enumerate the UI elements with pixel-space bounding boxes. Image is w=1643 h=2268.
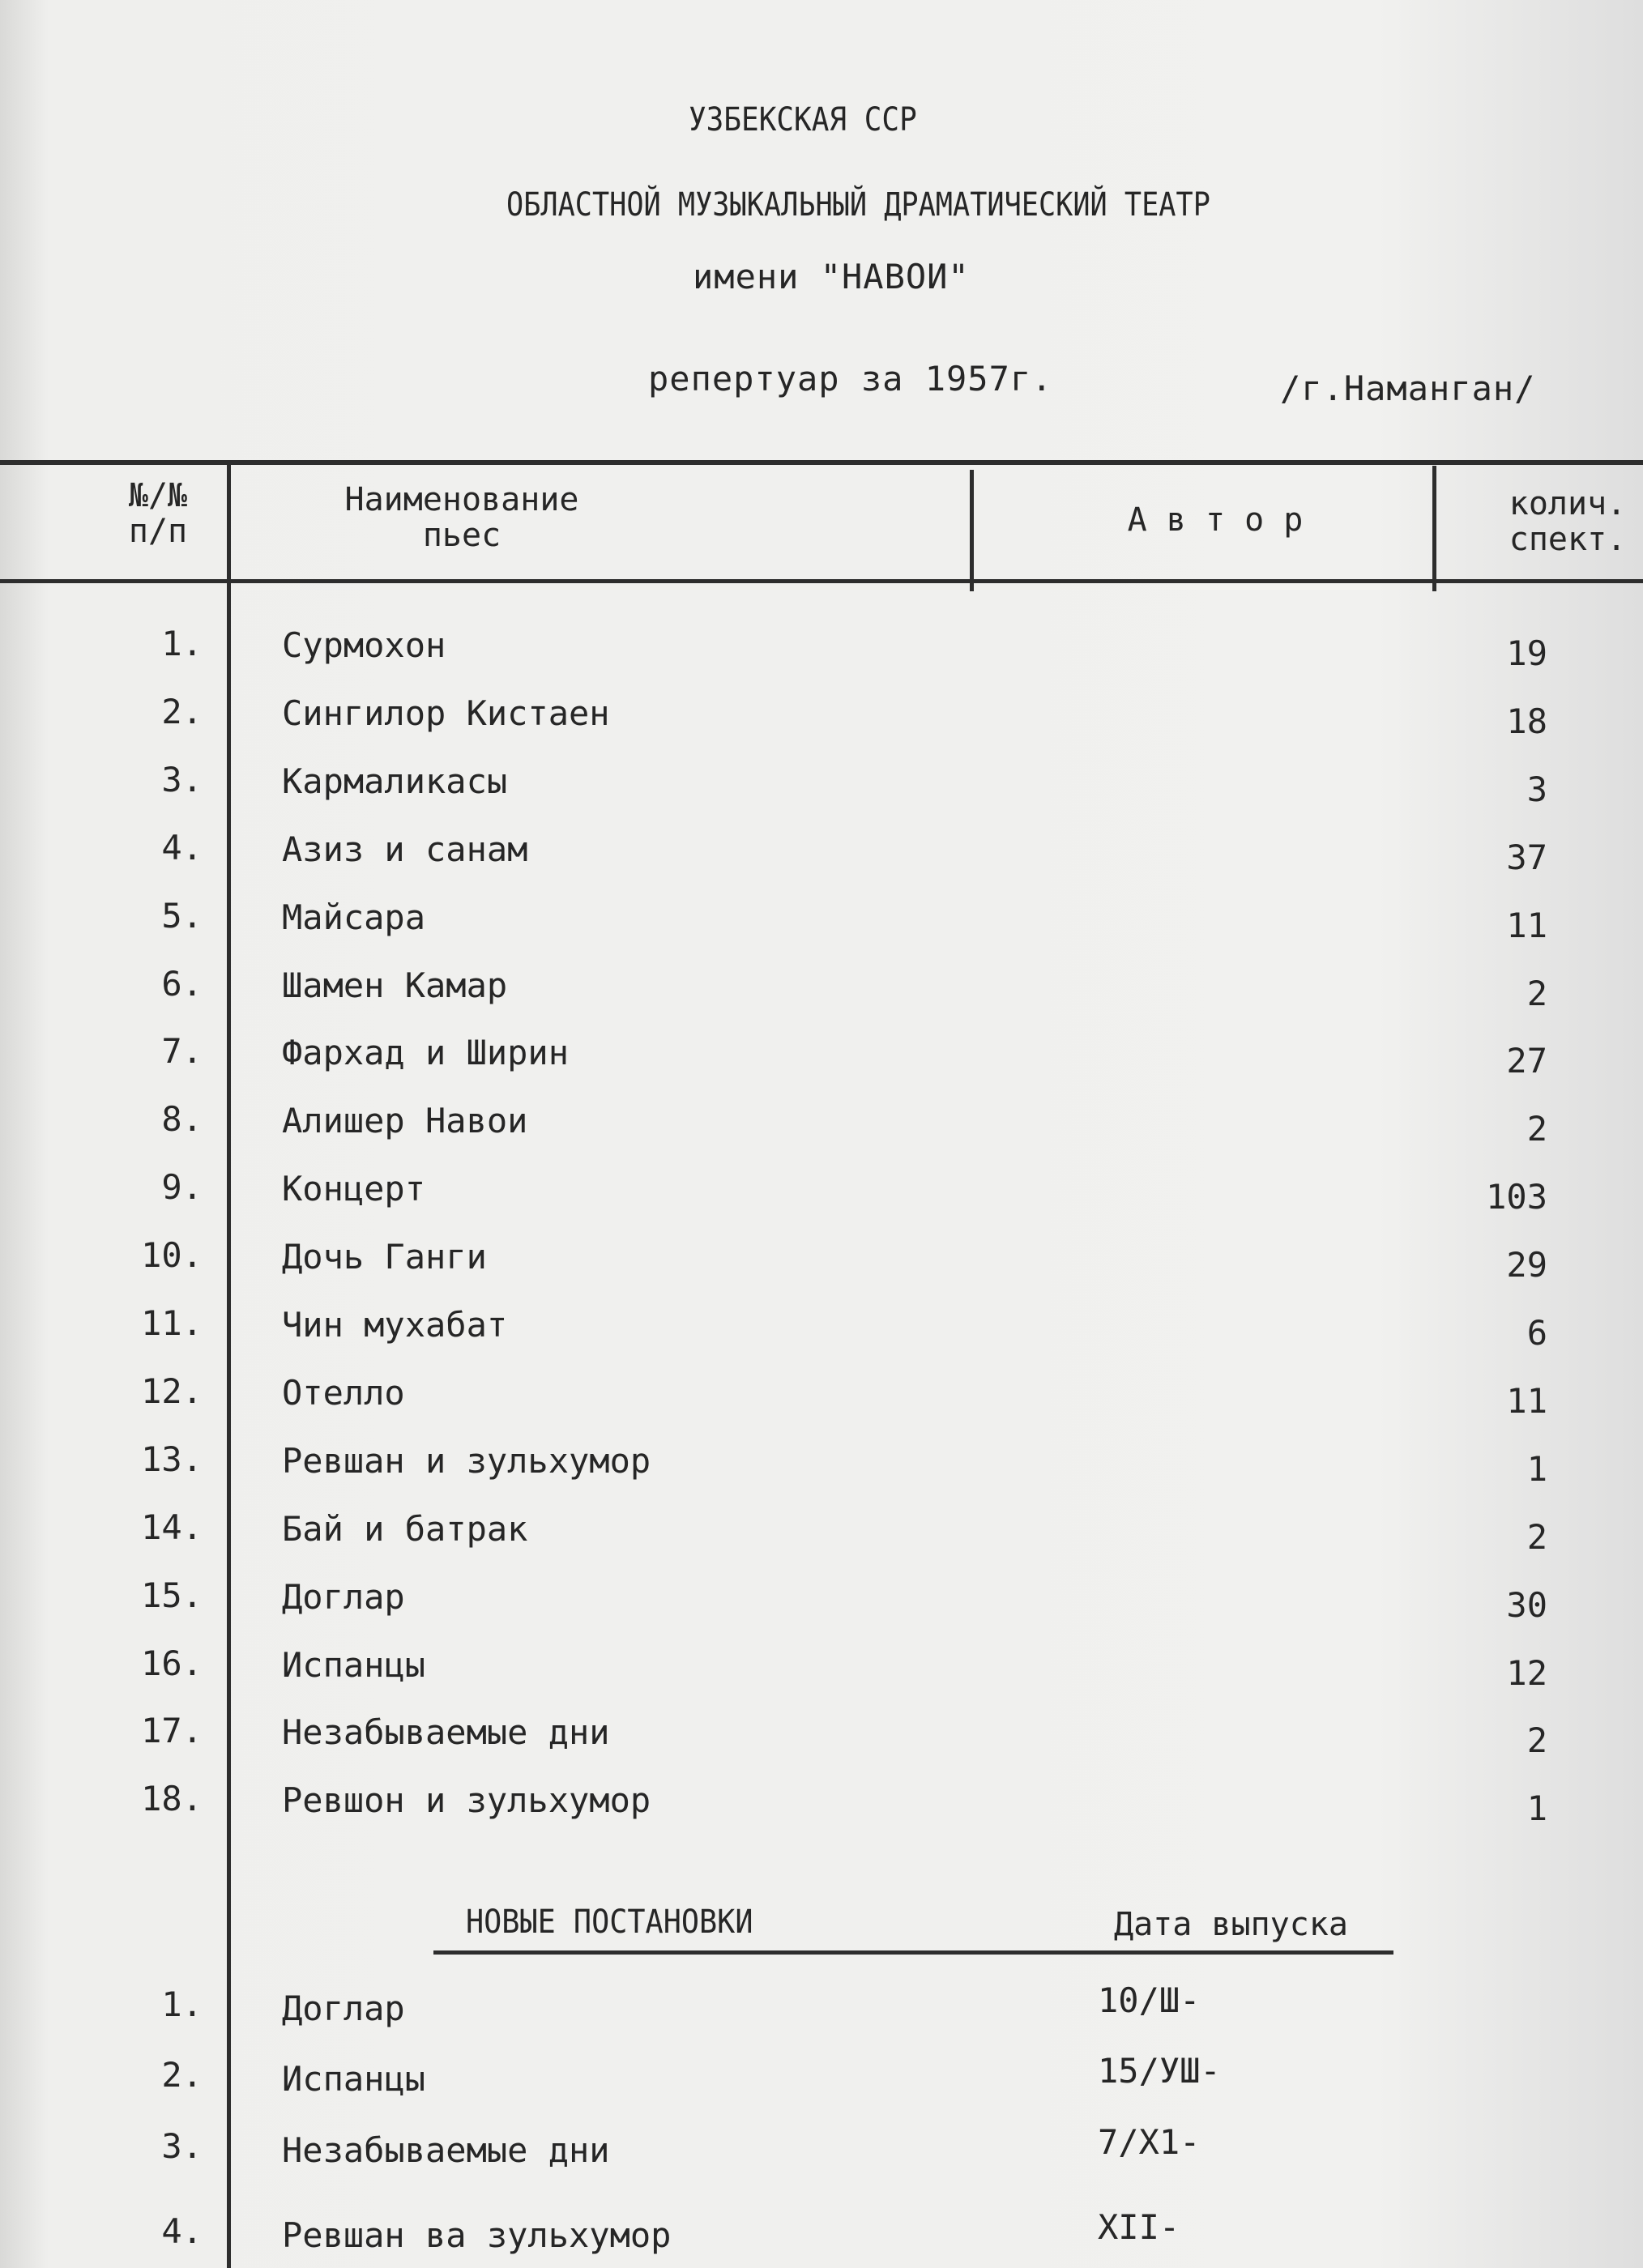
release-date-header: Дата выпуска — [1114, 1906, 1348, 1943]
play-title: Чин мухабат — [282, 1305, 508, 1345]
table-header-rule — [0, 579, 1643, 583]
performance-count: 27 — [1506, 1041, 1547, 1081]
play-title: Концерт — [282, 1169, 426, 1209]
play-title: Доглар — [282, 1577, 405, 1617]
performance-count: 103 — [1486, 1177, 1547, 1217]
performance-count: 18 — [1506, 701, 1547, 741]
play-title: Дочь Ганги — [282, 1237, 487, 1277]
new-row-number: 1. — [161, 1985, 203, 2024]
new-productions-title: НОВЫЕ ПОСТАНОВКИ — [466, 1904, 753, 1941]
city-label: /г.Наманган/ — [1280, 369, 1536, 408]
performance-count: 2 — [1526, 1720, 1547, 1760]
row-number: 6. — [161, 964, 203, 1004]
performance-count: 3 — [1526, 770, 1547, 809]
row-number: 17. — [141, 1711, 203, 1750]
column-divider-author-left — [970, 470, 974, 591]
row-number: 2. — [161, 692, 203, 731]
play-title: Сингилор Кистаен — [282, 693, 610, 733]
play-title: Незабываемые дни — [282, 1712, 610, 1752]
performance-count: 1 — [1526, 1449, 1547, 1489]
release-date: 10/Ш- — [1098, 1980, 1201, 2020]
table-top-rule — [0, 460, 1643, 465]
row-number: 10. — [141, 1235, 203, 1275]
play-title: Ревшан и зульхумор — [282, 1441, 651, 1481]
row-number: 11. — [141, 1303, 203, 1343]
row-number: 3. — [161, 760, 203, 799]
play-title: Бай и батрак — [282, 1509, 528, 1549]
new-productions-rule — [433, 1950, 1393, 1955]
performance-count: 29 — [1506, 1245, 1547, 1285]
repertoire-year: репертуар за 1957г. — [648, 359, 1053, 399]
new-play-title: Ревшан ва зульхумор — [282, 2215, 672, 2255]
row-number: 4. — [161, 828, 203, 868]
performance-count: 11 — [1506, 1381, 1547, 1421]
named-after-heading: имени "НАВОИ" — [693, 257, 970, 296]
release-date: 15/УШ- — [1098, 2051, 1221, 2091]
header-author: А в т о р — [1127, 501, 1304, 539]
row-number: 8. — [161, 1099, 203, 1139]
play-title: Сурмохон — [282, 625, 446, 665]
play-title: Алишер Навои — [282, 1101, 528, 1140]
new-row-number: 2. — [161, 2055, 203, 2095]
row-number: 7. — [161, 1031, 203, 1071]
performance-count: 1 — [1526, 1788, 1547, 1828]
performance-count: 30 — [1506, 1585, 1547, 1625]
row-number: 13. — [141, 1439, 203, 1479]
new-play-title: Испанцы — [282, 2059, 426, 2099]
row-number: 15. — [141, 1575, 203, 1615]
row-number: 18. — [141, 1779, 203, 1818]
play-title: Кармаликасы — [282, 761, 508, 801]
play-title: Азиз и санам — [282, 829, 528, 869]
column-divider-author-right — [1432, 466, 1436, 591]
header-title: Наименование пьес — [344, 481, 579, 554]
performance-count: 37 — [1506, 838, 1547, 877]
row-number: 1. — [161, 624, 203, 663]
header-number: №/№ п/п — [128, 477, 188, 550]
row-number: 16. — [141, 1643, 203, 1683]
play-title: Шамен Камар — [282, 966, 508, 1005]
theatre-heading: ОБЛАСТНОЙ МУЗЫКАЛЬНЫЙ ДРАМАТИЧЕСКИЙ ТЕАТР — [506, 186, 1210, 224]
play-title: Фархад и Ширин — [282, 1033, 570, 1072]
performance-count: 2 — [1526, 1109, 1547, 1149]
play-title: Отелло — [282, 1373, 405, 1413]
play-title: Майсара — [282, 897, 426, 937]
performance-count: 19 — [1506, 633, 1547, 673]
performance-count: 2 — [1526, 1517, 1547, 1557]
new-row-number: 4. — [161, 2211, 203, 2251]
release-date: XII- — [1098, 2207, 1180, 2247]
row-number: 12. — [141, 1371, 203, 1411]
new-play-title: Незабываемые дни — [282, 2130, 610, 2170]
release-date: 7/Х1- — [1098, 2122, 1201, 2162]
republic-heading: УЗБЕКСКАЯ ССР — [689, 101, 917, 139]
play-title: Ревшон и зульхумор — [282, 1780, 651, 1820]
header-count: колич. спект. — [1509, 485, 1627, 558]
performance-count: 12 — [1506, 1653, 1547, 1693]
performance-count: 6 — [1526, 1313, 1547, 1353]
column-divider-number — [227, 462, 231, 2268]
performance-count: 2 — [1526, 974, 1547, 1013]
new-row-number: 3. — [161, 2126, 203, 2166]
performance-count: 11 — [1506, 906, 1547, 945]
row-number: 14. — [141, 1507, 203, 1547]
row-number: 5. — [161, 896, 203, 936]
new-play-title: Доглар — [282, 1989, 405, 2028]
play-title: Испанцы — [282, 1645, 426, 1685]
row-number: 9. — [161, 1167, 203, 1207]
